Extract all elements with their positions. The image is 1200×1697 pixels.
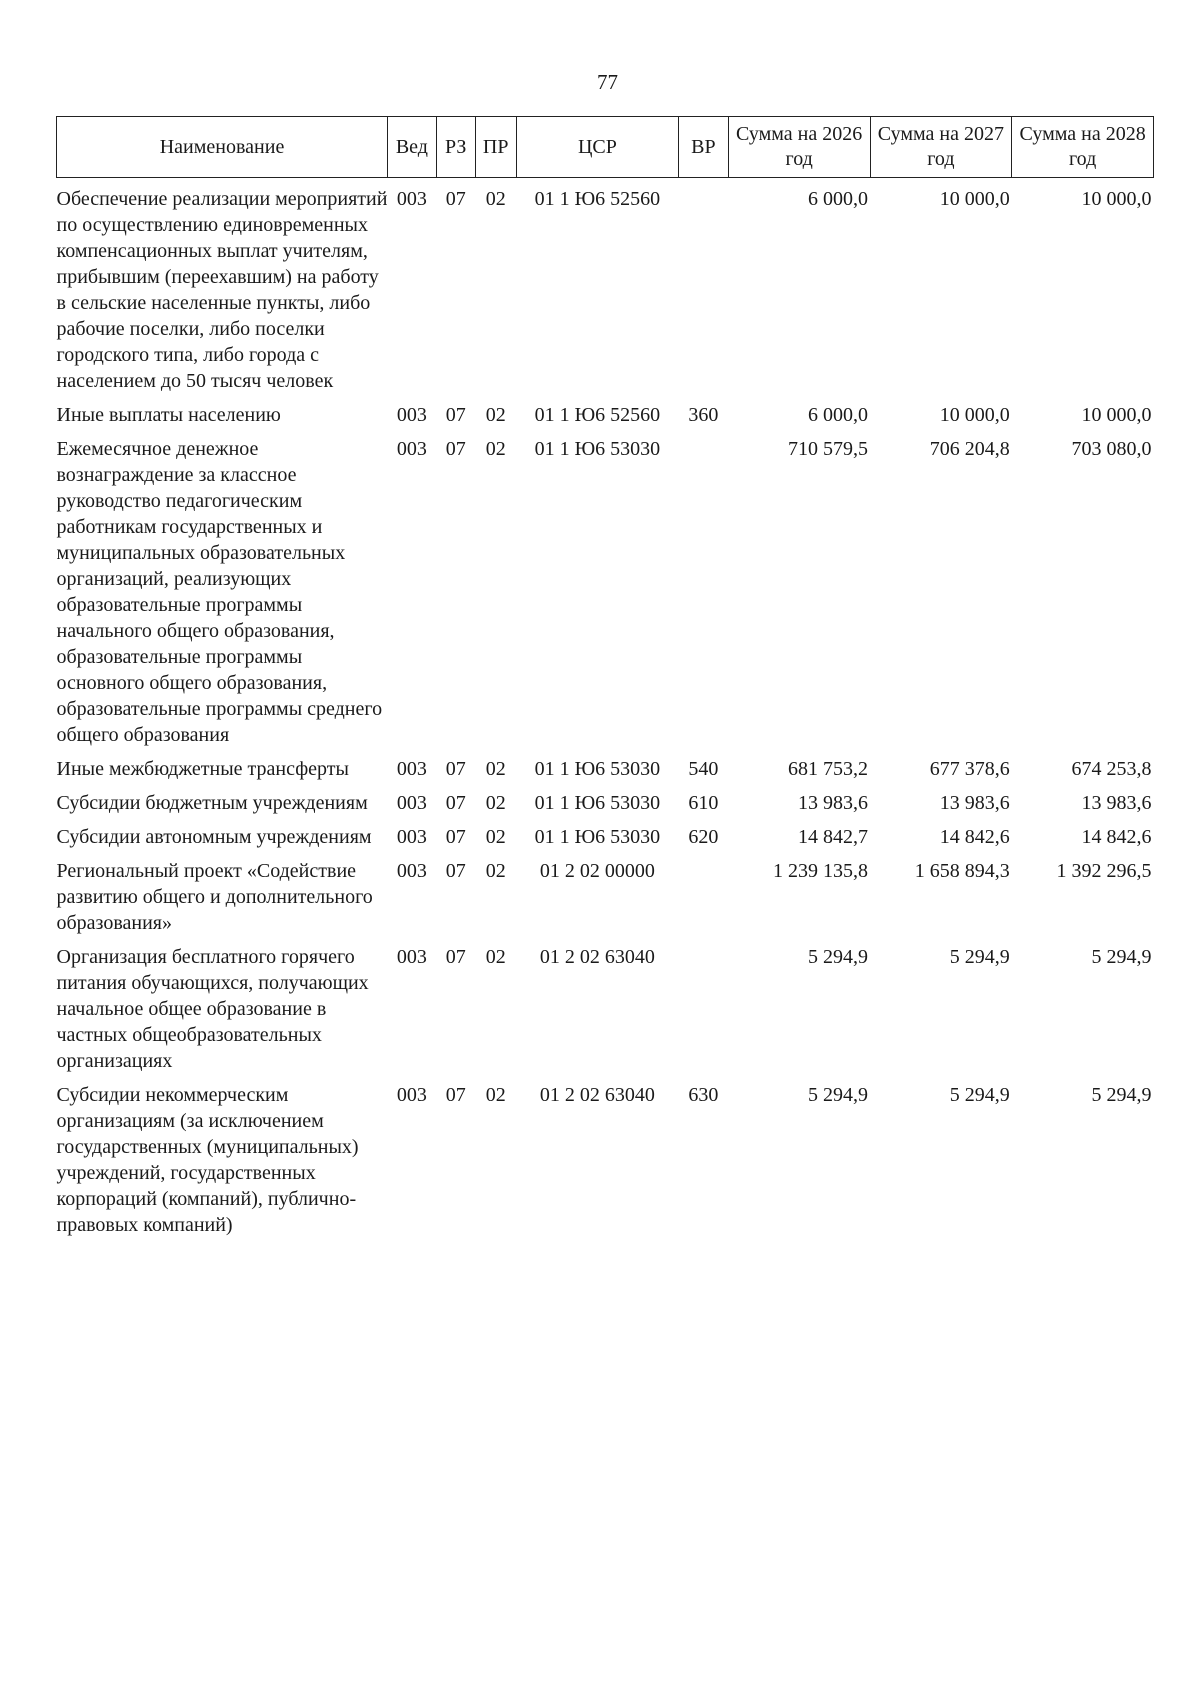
header-vr: ВР [679,117,729,178]
row-pr: 02 [485,404,506,426]
row-sum-2026: 13 983,6 [798,792,868,814]
row-pr: 02 [485,946,506,968]
header-sum-2027: Сумма на 2027 год [870,117,1012,178]
row-csr: 01 1 Ю6 52560 [534,188,661,210]
row-name: Субсидии бюджетным учреждениям [56,792,368,814]
row-rz: 07 [445,438,466,460]
row-csr: 01 1 Ю6 53030 [534,826,661,848]
row-pr: 02 [485,438,506,460]
table-row [57,944,1154,1082]
row-sum-2026: 14 842,7 [798,826,868,848]
row-name: Организация бесплатного горячего питания обучающихся, получающих начальное общее образование в частных общеобразовательных организациях [56,946,369,1072]
table-row [57,178,1154,403]
table-row [57,402,1154,436]
row-sum-2028: 674 253,8 [1071,758,1152,780]
table-row [57,824,1154,858]
row-sum-2028: 14 842,6 [1081,826,1152,848]
page-number: 77 [597,70,618,94]
row-ved: 003 [396,404,427,426]
row-name: Субсидии некоммерческим организациям (за исключением государственных (муниципальных) учреждений, государственных корпораций (компаний), публично-правовых компаний) [56,1084,359,1236]
row-vr: 540 [688,758,719,780]
row-ved: 003 [396,758,427,780]
row-sum-2027: 5 294,9 [949,1084,1010,1106]
header-sum-2028: Сумма на 2028 год [1012,117,1154,178]
row-csr: 01 2 02 63040 [539,946,655,968]
header-ved: Вед [388,117,437,178]
budget-table [56,116,1154,1246]
row-sum-2027: 14 842,6 [939,826,1010,848]
table-header-row [57,117,1154,178]
table-row [57,1082,1154,1246]
header-rz: РЗ [436,117,475,178]
header-sum-2026: Сумма на 2026 год [728,117,870,178]
row-name: Обеспечение реализации мероприятий по осуществлению единовременных компенсационных выплат учителям, прибывшим (переехавшим) на работу в сельские населенные пункты, либо рабочие поселки, либо поселки городского типа, либо города с населением до 50 тысяч человек [56,188,388,392]
table-row [57,790,1154,824]
row-ved: 003 [396,946,427,968]
row-name: Иные выплаты населению [56,404,281,426]
row-csr: 01 1 Ю6 52560 [534,404,661,426]
table-row [57,436,1154,756]
row-sum-2026: 1 239 135,8 [773,860,868,882]
row-sum-2028: 1 392 296,5 [1056,860,1152,882]
row-name: Субсидии автономным учреждениям [56,826,372,848]
row-vr [679,944,729,1082]
row-vr: 360 [688,404,719,426]
row-ved: 003 [396,1084,427,1106]
row-vr: 620 [688,826,719,848]
row-csr: 01 1 Ю6 53030 [534,438,661,460]
row-sum-2028: 10 000,0 [1081,404,1152,426]
header-pr: ПР [475,117,516,178]
row-vr: 610 [688,792,719,814]
row-pr: 02 [485,758,506,780]
row-sum-2028: 5 294,9 [1091,1084,1152,1106]
row-sum-2027: 677 378,6 [929,758,1010,780]
row-name: Иные межбюджетные трансферты [56,758,349,780]
row-pr: 02 [485,826,506,848]
header-csr: ЦСР [516,117,678,178]
row-sum-2027: 5 294,9 [949,946,1010,968]
row-ved: 003 [396,792,427,814]
row-pr: 02 [485,792,506,814]
row-csr: 01 1 Ю6 53030 [534,758,661,780]
row-rz: 07 [445,404,466,426]
row-sum-2027: 1 658 894,3 [914,860,1010,882]
row-rz: 07 [445,946,466,968]
row-sum-2026: 6 000,0 [808,188,868,210]
row-rz: 07 [445,860,466,882]
row-rz: 07 [445,792,466,814]
row-sum-2028: 13 983,6 [1081,792,1152,814]
table-row [57,858,1154,944]
row-pr: 02 [485,188,506,210]
row-ved: 003 [396,826,427,848]
row-csr: 01 2 02 63040 [539,1084,655,1106]
row-vr: 630 [688,1084,719,1106]
row-sum-2028: 10 000,0 [1081,188,1152,210]
row-sum-2026: 5 294,9 [808,946,868,968]
header-name: Наименование [57,117,388,178]
row-csr: 01 2 02 00000 [539,860,655,882]
row-sum-2026: 710 579,5 [788,438,868,460]
row-sum-2027: 13 983,6 [939,792,1010,814]
row-vr [679,436,729,756]
table-row [57,756,1154,790]
row-sum-2027: 706 204,8 [929,438,1010,460]
row-rz: 07 [445,758,466,780]
row-sum-2027: 10 000,0 [939,188,1010,210]
row-pr: 02 [485,1084,506,1106]
row-sum-2026: 681 753,2 [788,758,868,780]
row-name: Региональный проект «Содействие развитию общего и дополнительного образования» [56,860,373,934]
row-ved: 003 [396,188,427,210]
row-sum-2028: 703 080,0 [1071,438,1152,460]
row-sum-2027: 10 000,0 [939,404,1010,426]
row-sum-2026: 5 294,9 [808,1084,868,1106]
row-csr: 01 1 Ю6 53030 [534,792,661,814]
row-ved: 003 [396,438,427,460]
row-pr: 02 [485,860,506,882]
row-rz: 07 [445,1084,466,1106]
row-vr [679,858,729,944]
row-sum-2028: 5 294,9 [1091,946,1152,968]
row-rz: 07 [445,188,466,210]
row-ved: 003 [396,860,427,882]
row-sum-2026: 6 000,0 [808,404,868,426]
row-vr [679,178,729,403]
row-rz: 07 [445,826,466,848]
row-name: Ежемесячное денежное вознаграждение за классное руководство педагогическим работникам государственных и муниципальных образовательных организаций, реализующих образовательные программы начального общего образования, образовательные программы основного общего образования, образовательные программы среднего общего образования [56,438,383,746]
